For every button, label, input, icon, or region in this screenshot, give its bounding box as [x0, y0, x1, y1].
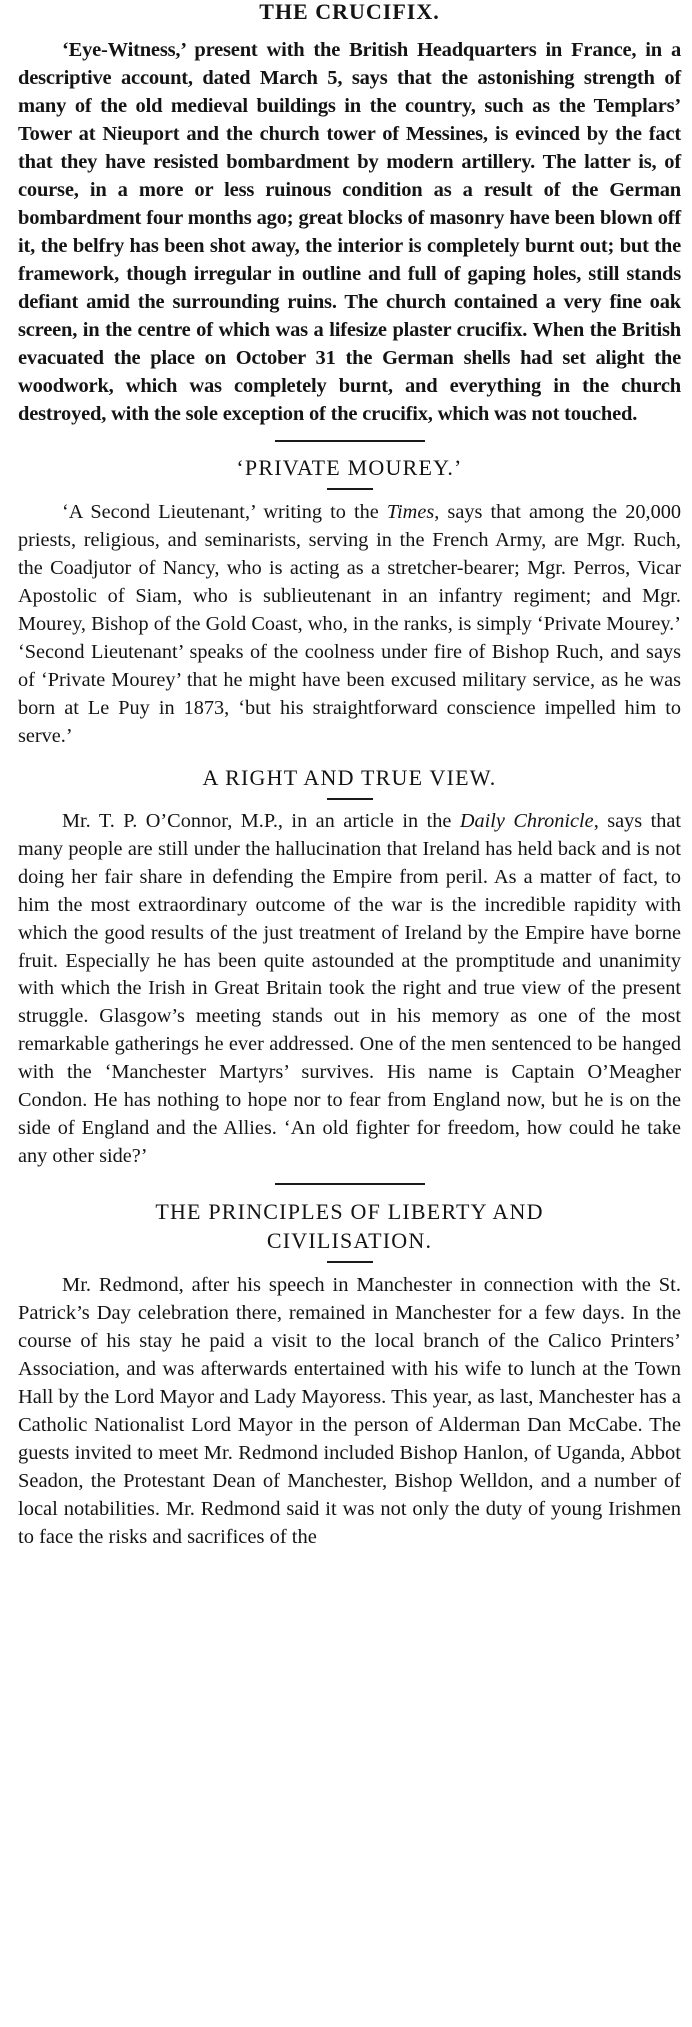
- heading-right-and-true-view: A RIGHT AND TRUE VIEW.: [202, 765, 497, 790]
- article-the-crucifix: [18, 0, 681, 428]
- article-private-mourey: [18, 454, 681, 750]
- article-right-and-true-view: [18, 764, 681, 1171]
- text-segment: , says that many people are still under the hallucination that Ireland has held back and is not doing her fair share in defending the Empire from peril. As a matter of fact, to him the most extraordinary outcome of the war is the incredible rapidity with which the good results of the just treatment of Ireland by the Empire have borne fruit. Especially he has been quite astounded at the promptitude and unanimity with which the Irish in Great Britain took the right and true view of the present struggle. Glasgow’s meeting stands out in his memory as one of the most remarkable gatherings he ever addressed. One of the men sentenced to be hanged with the ‘Manchester Martyrs’ survives. His name is Captain O’Meagher Condon. He has nothing to hope nor to fear from England now, but he is on the side of England and the Allies. ‘An old fighter for freedom, how could he take any other side?’: [18, 810, 681, 1167]
- heading-the-crucifix: THE CRUCIFIX.: [259, 0, 440, 24]
- text-segment: , says that among the 20,000 priests, religious, and seminarists, serving in the French Army, are Mgr. Ruch, the Coadjutor of Nancy, who is acting as a stretcher-bearer; Mgr. Perros, Vicar Apostolic of Siam, who is sublieutenant in an infantry regiment; and Mgr. Mourey, Bishop of the Gold Coast, who, in the ranks, is simply ‘Private Mourey.’ ‘Second Lieutenant’ speaks of the coolness under fire of Bishop Ruch, and says of ‘Private Mourey’ that he might have been excused military service, as he was born at Le Puy in 1873, ‘but his straightforward conscience impelled him to serve.’: [18, 501, 681, 747]
- publication-title: Daily Chronicle: [459, 810, 594, 832]
- paragraph-right-and-true-view: [18, 808, 681, 1171]
- text-segment: Mr. T. P. O’Connor, M.P., in an article in the: [62, 810, 460, 832]
- publication-title: Times: [386, 501, 435, 523]
- article-column: [18, 0, 681, 1551]
- article-principles-of-liberty: [18, 1197, 681, 1551]
- paragraph-principles-of-liberty: Mr. Redmond, after his speech in Manchester in connection with the St. Patrick’s Day celebration there, remained in Manchester for a few days. In the course of his stay he paid a visit to the local branch of the Calico Printers’ Association, and was afterwards entertained with his wife to lunch at the Town Hall by the Lord Mayor and Lady Mayoress. This year, as last, Manchester has a Catholic Nationalist Lord Mayor in the person of Alderman Dan McCabe. The guests invited to meet Mr. Redmond included Bishop Hanlon, of Uganda, Abbot Seadon, the Protestant Dean of Manchester, Bishop Welldon, and a number of local notabilities. Mr. Redmond said it was not only the duty of young Irishmen to face the risks and sacrifices of the: [18, 1273, 681, 1548]
- heading-line: CIVILISATION.: [266, 1227, 433, 1253]
- paragraph-private-mourey: [18, 498, 681, 750]
- text-segment: ‘A Second Lieutenant,’ writing to the: [62, 501, 387, 523]
- heading-line: THE PRINCIPLES OF LIBERTY AND: [155, 1198, 544, 1224]
- paragraph-the-crucifix: ‘Eye-Witness,’ present with the British Headquarters in France, in a descriptive account, dated March 5, says that the astonishing strength of many of the old medieval buildings in the country, such as the Templars’ Tower at Nieuport and the church tower of Messines, is evinced by the fact that they have resisted bombardment by modern artillery. The latter is, of course, in a more or less ruinous condition as a result of the German bombardment four months ago; great blocks of masonry have been blown off it, the belfry has been shot away, the interior is completely burnt out; but the framework, though irregular in outline and full of gaping holes, still stands defiant amid the surrounding ruins. The church contained a very fine oak screen, in the centre of which was a lifesize plaster crucifix. When the British evacuated the place on October 31 the German shells had set alight the woodwork, which was completely burnt, and everything in the church destroyed, with the sole exception of the crucifix, which was not touched.: [18, 39, 681, 425]
- heading-private-mourey: ‘PRIVATE MOUREY.’: [236, 455, 463, 480]
- heading-principles-of-liberty: [18, 1197, 681, 1255]
